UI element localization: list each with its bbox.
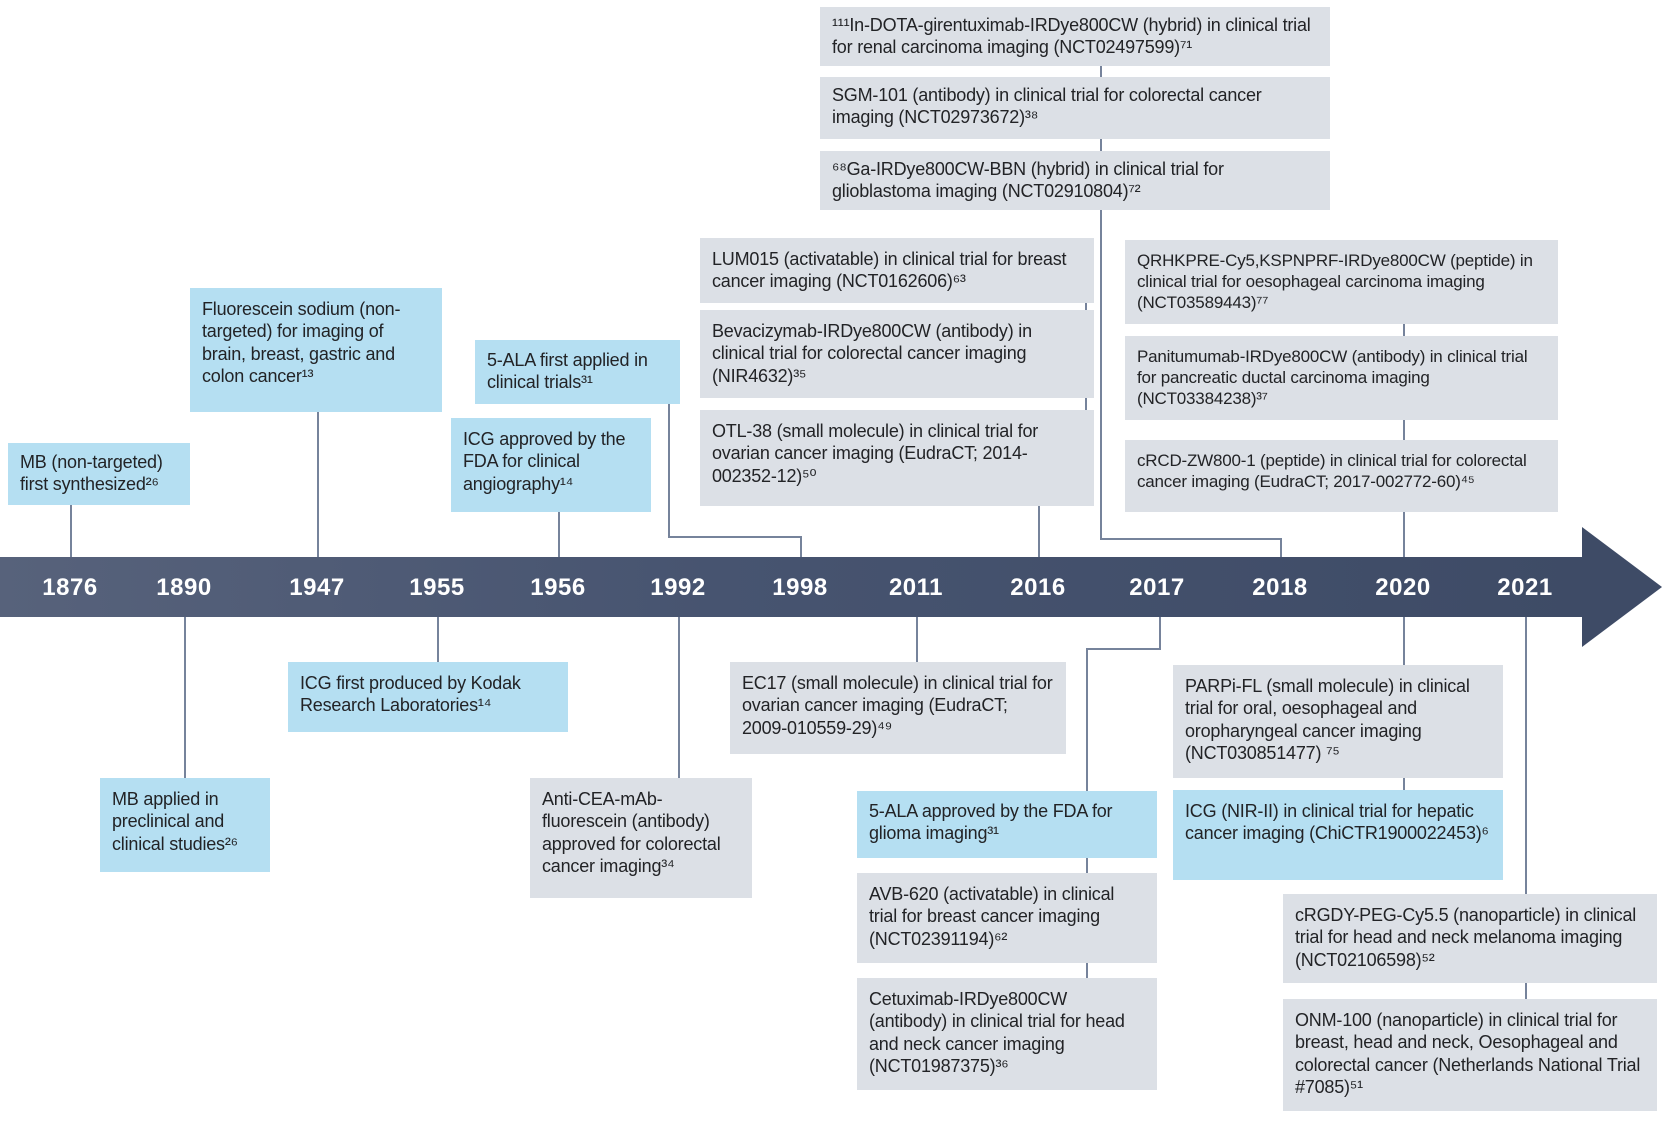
connector-line bbox=[437, 617, 439, 662]
event-box-in111-dota-girentuximab: ¹¹¹In-DOTA-girentuximab-IRDye800CW (hybrid) in clinical trial for renal carcinoma imaging (NCT02497599)⁷¹ bbox=[820, 7, 1330, 66]
event-box-qrhkpre-cy5: QRHKPRE-Cy5,KSPNPRF-IRDye800CW (peptide) in clinical trial for oesophageal carcinoma imaging (NCT03589443)⁷⁷ bbox=[1125, 240, 1558, 324]
event-box-fluorescein-sodium: Fluorescein sodium (non-targeted) for imaging of brain, breast, gastric and colon cancer¹³ bbox=[190, 288, 442, 412]
year-label-1992: 1992 bbox=[650, 574, 706, 601]
connector-line bbox=[1100, 208, 1102, 538]
event-box-5ala-fda-approved: 5-ALA approved by the FDA for glioma imaging³¹ bbox=[857, 791, 1157, 858]
connector-line bbox=[1159, 617, 1161, 648]
connector-line bbox=[184, 617, 186, 778]
timeline-arrowhead bbox=[1582, 527, 1662, 647]
connector-line bbox=[558, 512, 560, 557]
event-box-icg-fda-approved: ICG approved by the FDA for clinical angiography¹⁴ bbox=[451, 418, 651, 512]
connector-line bbox=[800, 536, 802, 557]
connector-line bbox=[1403, 512, 1405, 557]
event-box-icg-kodak: ICG first produced by Kodak Research Laboratories¹⁴ bbox=[288, 662, 568, 732]
event-box-ec17: EC17 (small molecule) in clinical trial for ovarian cancer imaging (EudraCT; 2009-010559-29)⁴⁹ bbox=[730, 662, 1066, 754]
event-box-crgdy-peg-cy55: cRGDY-PEG-Cy5.5 (nanoparticle) in clinical trial for head and neck melanoma imaging (NCT02106598)⁵² bbox=[1283, 894, 1657, 983]
year-label-2011: 2011 bbox=[888, 574, 944, 601]
connector-line bbox=[1403, 324, 1405, 336]
connector-line bbox=[1086, 963, 1088, 978]
year-label-1998: 1998 bbox=[772, 574, 828, 601]
year-label-1956: 1956 bbox=[530, 574, 586, 601]
event-box-anti-cea-mab: Anti-CEA-mAb-fluorescein (antibody) approved for colorectal cancer imaging³⁴ bbox=[530, 778, 752, 898]
connector-line bbox=[1100, 139, 1102, 151]
year-label-1947: 1947 bbox=[289, 574, 345, 601]
event-box-icg-nir2: ICG (NIR-II) in clinical trial for hepatic cancer imaging (ChiCTR1900022453)⁶ bbox=[1173, 790, 1503, 880]
connector-line bbox=[317, 412, 319, 557]
connector-line bbox=[1403, 778, 1405, 790]
year-label-1890: 1890 bbox=[156, 574, 212, 601]
connector-line bbox=[1086, 858, 1088, 873]
year-label-2018: 2018 bbox=[1252, 574, 1308, 601]
connector-line bbox=[1085, 398, 1087, 410]
connector-line bbox=[1525, 983, 1527, 999]
event-box-5ala-first-applied: 5-ALA first applied in clinical trials³¹ bbox=[475, 340, 680, 404]
connector-line bbox=[1086, 648, 1088, 791]
event-box-avb620: AVB-620 (activatable) in clinical trial for breast cancer imaging (NCT02391194)⁶² bbox=[857, 873, 1157, 963]
connector-line bbox=[668, 404, 670, 536]
year-label-2021: 2021 bbox=[1497, 574, 1553, 601]
event-box-cetuximab-irdye800cw: Cetuximab-IRDye800CW (antibody) in clinical trial for head and neck cancer imaging (NCT01987375)³⁶ bbox=[857, 978, 1157, 1090]
connector-line bbox=[1086, 648, 1161, 650]
year-label-2016: 2016 bbox=[1010, 574, 1066, 601]
year-label-2017: 2017 bbox=[1129, 574, 1185, 601]
event-box-ga68-irdye800cw-bbn: ⁶⁸Ga-IRDye800CW-BBN (hybrid) in clinical trial for glioblastoma imaging (NCT02910804)⁷² bbox=[820, 151, 1330, 210]
connector-line bbox=[1100, 65, 1102, 77]
connector-line bbox=[1280, 538, 1282, 557]
year-label-1955: 1955 bbox=[409, 574, 465, 601]
connector-line bbox=[70, 505, 72, 557]
connector-line bbox=[1100, 538, 1282, 540]
event-box-parpi-fl: PARPi-FL (small molecule) in clinical trial for oral, oesophageal and oropharyngeal cancer imaging (NCT030851477) ⁷⁵ bbox=[1173, 665, 1503, 778]
event-box-lum015: LUM015 (activatable) in clinical trial for breast cancer imaging (NCT0162606)⁶³ bbox=[700, 238, 1094, 303]
event-box-mb-synthesized: MB (non-targeted) first synthesized²⁶ bbox=[8, 443, 190, 505]
connector-line bbox=[1403, 617, 1405, 665]
connector-line bbox=[668, 536, 802, 538]
year-label-1876: 1876 bbox=[42, 574, 98, 601]
year-label-2020: 2020 bbox=[1375, 574, 1431, 601]
event-box-mb-applied: MB applied in preclinical and clinical studies²⁶ bbox=[100, 778, 270, 872]
event-box-onm100: ONM-100 (nanoparticle) in clinical trial for breast, head and neck, Oesophageal and colorectal cancer (Netherlands National Trial #7085)⁵¹ bbox=[1283, 999, 1657, 1111]
event-box-panitumumab-irdye800cw: Panitumumab-IRDye800CW (antibody) in clinical trial for pancreatic ductal carcinoma imaging (NCT03384238)³⁷ bbox=[1125, 336, 1558, 420]
event-box-otl38: OTL-38 (small molecule) in clinical trial for ovarian cancer imaging (EudraCT; 2014-002352-12)⁵⁰ bbox=[700, 410, 1094, 506]
connector-line bbox=[916, 617, 918, 662]
connector-line bbox=[1403, 420, 1405, 440]
event-box-sgm101: SGM-101 (antibody) in clinical trial for colorectal cancer imaging (NCT02973672)³⁸ bbox=[820, 77, 1330, 139]
connector-line bbox=[1038, 506, 1040, 557]
event-box-crcd-zw800-1: cRCD-ZW800-1 (peptide) in clinical trial for colorectal cancer imaging (EudraCT; 2017-002772-60)⁴⁵ bbox=[1125, 440, 1558, 512]
connector-line bbox=[678, 617, 680, 778]
event-box-bevacizymab-irdye800cw: Bevacizymab-IRDye800CW (antibody) in clinical trial for colorectal cancer imaging (NIR4632)³⁵ bbox=[700, 310, 1094, 398]
connector-line bbox=[1525, 617, 1527, 894]
